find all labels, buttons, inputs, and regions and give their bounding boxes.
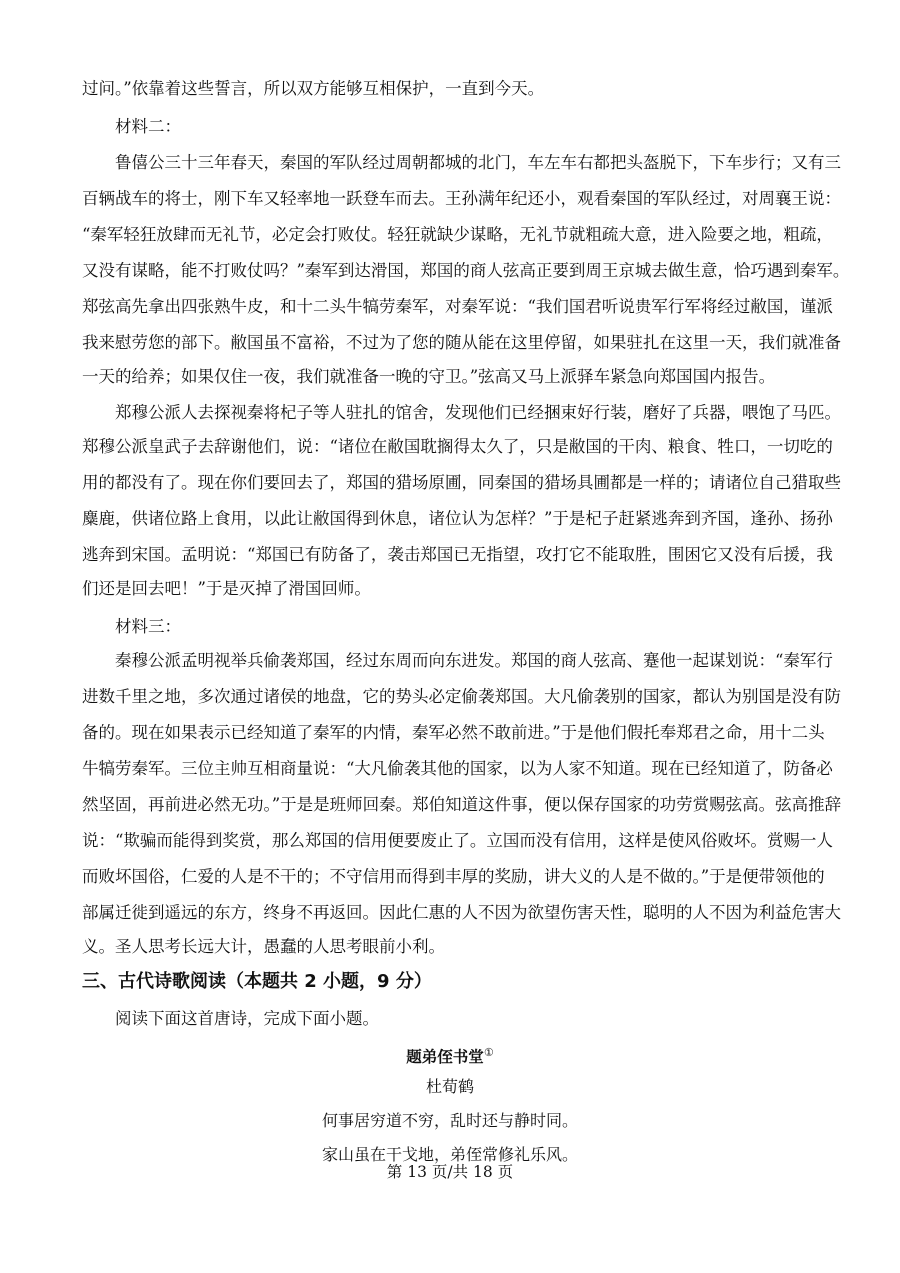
paragraph-line: 说：“欺骗而能得到奖赏，那么郑国的信用便要废止了。立国而没有信用，这样是使风俗败坏。赏赐一人 [82, 831, 833, 850]
paragraph-line: 们还是回去吧！”于是灭掉了滑国回师。 [82, 579, 371, 598]
material-three-label: 材料三： [115, 617, 181, 636]
paragraph-line: 秦穆公派孟明视举兵偷袭郑国，经过东周而向东进发。郑国的商人弦高、蹇他一起谋划说：“秦军行 [115, 651, 833, 670]
paragraph-line: 一天的给养；如果仅住一夜，我们就准备一晚的守卫。”弦高又马上派驿车紧急向郑国国内报告。 [82, 367, 776, 386]
paragraph-line: 又没有谋略，能不打败仗吗？”秦军到达滑国，郑国的商人弦高正要到周王京城去做生意，恰巧遇到秦军。 [82, 261, 850, 280]
paragraph-line: 部属迁徙到遥远的东方，终身不再返回。因此仁惠的人不因为欲望伤害天性，聪明的人不因为利益危害大 [82, 903, 841, 922]
paragraph-line: 郑穆公派皇武子去辞谢他们，说：“诸位在敝国耽搁得太久了，只是敝国的干肉、粮食、牲口，一切吃的 [82, 437, 833, 456]
paragraph-line: 百辆战车的将士，刚下车又轻率地一跃登车而去。王孙满年纪还小，观看秦国的军队经过，对周襄王说： [82, 189, 841, 208]
paragraph-line: “秦军轻狂放肆而无礼节，必定会打败仗。轻狂就缺少谋略，无礼节就粗疏大意，进入险要之地，粗疏， [82, 225, 833, 244]
paragraph-line: 郑穆公派人去探视秦将杞子等人驻扎的馆舍，发现他们已经捆束好行装，磨好了兵器，喂饱了马匹。 [115, 403, 841, 422]
paragraph-line: 逃奔到宋国。孟明说：“郑国已有防备了，袭击郑国已无指望，攻打它不能取胜，围困它又没有后援，我 [82, 545, 833, 564]
page-footer: 第 13 页/共 18 页 [386, 1163, 514, 1181]
paragraph-line: 牛犒劳秦军。三位主帅互相商量说：“大凡偷袭其他的国家，以为人家不知道。现在已经知道了，防备必 [82, 759, 833, 778]
paragraph-line: 进数千里之地，多次通过诸侯的地盘，它的势头必定偷袭郑国。大凡偷袭别的国家，都认为别国是没有防 [82, 687, 841, 706]
paragraph-line: 义。圣人思考长远大计，愚蠢的人思考眼前小利。 [82, 937, 445, 956]
paragraph-line: 我来慰劳您的部下。敝国虽不富裕，不过为了您的随从能在这里停留，如果驻扎在这里一天，我们就准备 [82, 333, 841, 352]
paragraph-line: 鲁僖公三十三年春天，秦国的军队经过周朝都城的北门，车左车右都把头盔脱下，下车步行；又有三 [115, 153, 841, 172]
paragraph-line: 过问。”依靠着这些誓言，所以双方能够互相保护，一直到今天。 [82, 79, 545, 98]
section-heading: 三、古代诗歌阅读（本题共 2 小题，9 分） [82, 971, 432, 992]
paragraph-line: 麋鹿，供诸位路上食用，以此让敝国得到休息，诸位认为怎样？”于是杞子赶紧逃奔到齐国，逢孙、扬孙 [82, 509, 833, 528]
paragraph-line: 然坚固，再前进必然无功。”于是是班师回秦。郑伯知道这件事，便以保存国家的功劳赏赐弦高。弦高推辞 [82, 795, 842, 814]
paragraph-line: 郑弦高先拿出四张熟牛皮，和十二头牛犒劳秦军，对秦军说：“我们国君听说贵军行军将经过敝国，谨派 [82, 297, 833, 316]
material-two-label: 材料二： [115, 117, 181, 136]
poem-title [0, 1042, 900, 1068]
poem-line: 家山虽在干戈地，弟侄常修礼乐风。 [321, 1145, 578, 1164]
footnote-marker: ① [483, 1046, 494, 1059]
poem-author: 杜荀鹤 [425, 1077, 474, 1096]
paragraph-line: 而败坏国俗，仁爱的人是不干的；不守信用而得到丰厚的奖励，讲大义的人是不做的。”于是便带领他的 [82, 867, 825, 886]
poem-line: 何事居穷道不穷，乱时还与静时同。 [321, 1111, 578, 1130]
poem-title-text: 题弟侄书堂 [406, 1048, 484, 1067]
paragraph-line: 备的。现在如果表示已经知道了秦军的内情，秦军必然不敢前进。”于是他们假托奉郑君之命，用十二头 [82, 723, 825, 742]
section-instruction: 阅读下面这首唐诗，完成下面小题。 [115, 1009, 379, 1028]
paragraph-line: 用的都没有了。现在你们要回去了，郑国的猎场原圃，同秦国的猎场具圃都是一样的；请诸位自己猎取些 [82, 473, 841, 492]
